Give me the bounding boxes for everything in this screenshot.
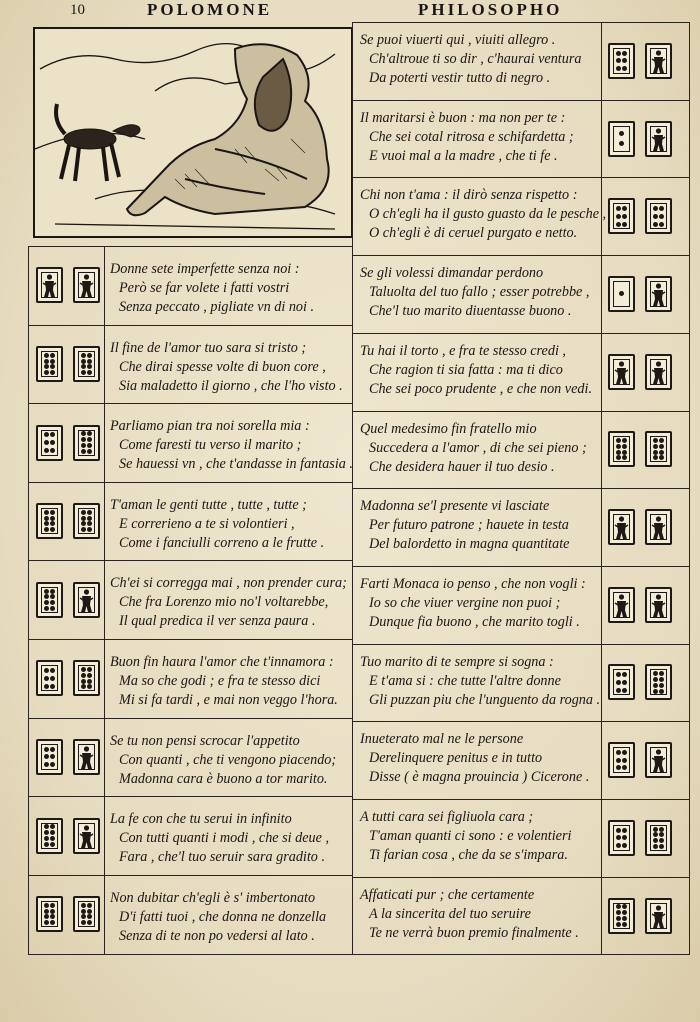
- left-verse-line: Come faresti tu verso il marito ;: [119, 437, 302, 454]
- left-top-rule: [28, 246, 352, 247]
- right-stanza: [360, 109, 574, 166]
- left-verse-line: Ch'ei si corregga mai , non prender cura;: [110, 575, 347, 592]
- right-verse-line: E vuoi mal a la madre , che ti fe .: [369, 147, 558, 164]
- right-playing-card: [645, 43, 672, 79]
- left-playing-card: [73, 503, 100, 539]
- right-playing-card: [608, 509, 635, 545]
- left-verse-line: Ma so che godi ; e fra te stesso dici: [119, 673, 321, 689]
- right-verse-line: Se puoi viuerti qui , viuiti allegro .: [360, 32, 556, 48]
- left-verse-line: Madonna cara è buono a tor marito.: [119, 770, 328, 787]
- right-row-rule: [352, 177, 690, 178]
- right-stanza: [360, 31, 581, 88]
- left-playing-card: [73, 425, 100, 461]
- right-verse-line: Tu hai il torto , e fra te stesso credi ,: [360, 342, 566, 359]
- right-playing-card: [645, 198, 672, 234]
- left-playing-card: [36, 425, 63, 461]
- right-verse-line: E t'ama si : che tutte l'altre donne: [369, 672, 561, 689]
- right-verse-line: Gli puzzan piu che l'unguento da rogna .: [369, 691, 601, 708]
- left-stanza: [110, 653, 338, 710]
- right-playing-card: [645, 898, 672, 934]
- left-verse-line: Donne sete imperfette senza noi :: [110, 261, 300, 277]
- left-playing-card: [36, 739, 63, 775]
- left-verse-line: D'i fatti tuoi , che donna ne donzella: [119, 908, 327, 925]
- left-playing-card: [36, 503, 63, 539]
- left-row-rule: [28, 482, 352, 483]
- right-verse-line: Che'l tuo marito diuentasse buono .: [369, 303, 572, 320]
- right-row-rule: [352, 877, 690, 878]
- bottom-frame-line: [28, 954, 690, 955]
- right-verse-line: Che sei cotal ritrosa e schifardetta ;: [369, 128, 574, 145]
- right-verse-line: Derelinquere penitus e in tutto: [369, 750, 543, 767]
- left-stanza: [110, 339, 343, 396]
- left-verse-line: Fara , che'l tuo seruir sara gradito .: [119, 849, 325, 866]
- right-verse-line: Da poterti vestir tutto di negro .: [369, 70, 551, 86]
- left-playing-card: [73, 896, 100, 932]
- left-verse-line: E correrieno a te si volontieri ,: [119, 515, 295, 532]
- right-playing-card: [608, 742, 635, 778]
- right-playing-card: [645, 509, 672, 545]
- right-stanza: [360, 886, 579, 943]
- right-playing-card: [608, 898, 635, 934]
- right-playing-card: [645, 587, 672, 623]
- right-playing-card: [608, 198, 635, 234]
- right-row-rule: [352, 488, 690, 489]
- right-stanza: [360, 264, 589, 321]
- right-playing-card: [645, 121, 672, 157]
- right-stanza: [360, 653, 600, 710]
- right-playing-card: [608, 587, 635, 623]
- right-verse-line: T'aman quanti ci sono : e volentieri: [369, 828, 572, 844]
- left-verse-line: Se hauessi vn , che t'andasse in fantasia .: [119, 456, 353, 473]
- right-stanza: [360, 420, 587, 477]
- left-verse-line: La fe con che tu serui in infinito: [110, 811, 292, 828]
- left-playing-card: [73, 582, 100, 618]
- running-title-right: PHILOSOPHO: [418, 0, 563, 19]
- right-playing-card: [608, 431, 635, 467]
- right-verse-line: A tutti cara sei figliuola cara ;: [360, 809, 534, 825]
- right-verse-line: Madonna se'l presente vi lasciate: [360, 498, 550, 515]
- right-verse-line: A la sincerita del tuo seruire: [369, 905, 531, 922]
- right-verse-line: Disse ( è magna prouincia ) Cicerone .: [369, 769, 590, 786]
- right-verse-line: Inueterato mal ne le persone: [360, 731, 524, 748]
- left-verse-line: Sia maladetto il giorno , che l'ho visto .: [119, 377, 343, 394]
- right-playing-card: [608, 43, 635, 79]
- right-row-rule: [352, 644, 690, 645]
- right-row-rule: [352, 255, 690, 256]
- left-playing-card: [73, 739, 100, 775]
- left-verse-line: Se tu non pensi scrocar l'appetito: [110, 732, 300, 749]
- right-verse-line: Che desidera hauer il tuo desio .: [369, 458, 555, 475]
- left-stanza: [110, 889, 326, 946]
- woodcut-illustration: [33, 27, 353, 238]
- right-stanza: [360, 730, 589, 787]
- right-playing-card: [645, 742, 672, 778]
- left-verse-line: Senza di te non po vedersi al lato .: [119, 927, 315, 944]
- running-title-left: POLOMONE: [147, 0, 273, 19]
- left-row-rule: [28, 875, 352, 876]
- right-playing-card: [608, 121, 635, 157]
- right-verse-line: Quel medesimo fin fratello mio: [360, 420, 537, 437]
- right-stanza: [360, 186, 606, 243]
- left-verse-line: Il qual predica il ver senza paura .: [119, 613, 316, 630]
- page-number: 10: [70, 2, 85, 18]
- right-verse-line: Il maritarsi è buon : ma non per te :: [360, 109, 566, 126]
- right-stanza: [360, 342, 592, 399]
- left-playing-card: [36, 896, 63, 932]
- right-row-rule: [352, 799, 690, 800]
- left-playing-card: [36, 346, 63, 382]
- right-playing-card: [608, 820, 635, 856]
- right-verse-line: Ti farian cosa , che da se s'impara.: [369, 847, 568, 863]
- left-playing-card: [36, 660, 63, 696]
- right-playing-card: [645, 664, 672, 700]
- left-playing-card: [73, 660, 100, 696]
- right-verse-line: Te ne verrà buon premio finalmente .: [369, 924, 579, 941]
- left-verse-line: Che fra Lorenzo mio no'l voltarebbe,: [119, 594, 329, 611]
- left-stanza: [110, 574, 347, 631]
- left-verse-line: Con tutti quanti i modi , che si deue ,: [119, 830, 330, 847]
- right-verse-line: Tuo marito di te sempre si sogna :: [360, 653, 554, 670]
- right-playing-card: [608, 664, 635, 700]
- left-row-rule: [28, 639, 352, 640]
- left-row-rule: [28, 560, 352, 561]
- left-playing-card: [73, 346, 100, 382]
- right-playing-card: [645, 354, 672, 390]
- right-stanza: [360, 808, 571, 865]
- left-stanza: [110, 260, 314, 317]
- left-row-rule: [28, 403, 352, 404]
- right-verse-line: Io so che viuer vergine non puoi ;: [369, 594, 561, 611]
- right-verse-line: Per futuro patrone ; hauete in testa: [369, 517, 569, 534]
- left-card-column-line: [104, 246, 105, 954]
- left-playing-card: [36, 267, 63, 303]
- right-verse-line: Farti Monaca io penso , che non vogli :: [360, 575, 586, 592]
- left-verse-line: Senza peccato , pigliate vn di noi .: [119, 299, 315, 315]
- left-verse-line: Con quanti , che ti vengono piacendo;: [119, 751, 337, 768]
- left-verse-line: Non dubitar ch'egli è s' imbertonato: [110, 889, 316, 906]
- right-verse-line: Che ragion ti sia fatta : ma ti dico: [369, 361, 563, 378]
- left-verse-line: Buon fin haura l'amor che t'innamora :: [110, 654, 334, 670]
- right-row-rule: [352, 566, 690, 567]
- left-playing-card: [73, 818, 100, 854]
- right-verse-line: Affaticati pur ; che certamente: [360, 886, 535, 903]
- right-stanza: [360, 575, 586, 632]
- right-verse-line: Dunque fia buono , che marito togli .: [369, 613, 580, 630]
- left-verse-line: Come i fanciulli correno a le frutte .: [119, 534, 325, 551]
- right-playing-card: [645, 820, 672, 856]
- left-row-rule: [28, 325, 352, 326]
- left-row-rule: [28, 718, 352, 719]
- right-row-rule: [352, 333, 690, 334]
- right-verse-line: Se gli volessi dimandar perdono: [360, 265, 544, 282]
- left-verse-line: Il fine de l'amor tuo sara si tristo ;: [110, 339, 307, 356]
- left-playing-card: [36, 582, 63, 618]
- left-playing-card: [36, 818, 63, 854]
- right-verse-line: Che sei poco prudente , e che non vedi.: [369, 380, 592, 397]
- right-playing-card: [645, 276, 672, 312]
- left-stanza: [110, 496, 324, 553]
- right-verse-line: Succedera a l'amor , di che sei pieno ;: [369, 439, 587, 456]
- right-row-rule: [352, 100, 690, 101]
- right-verse-line: Chi non t'ama : il dirò senza rispetto :: [360, 187, 578, 204]
- right-verse-line: O ch'egli ha il gusto guasto da le pesche ,: [369, 206, 607, 223]
- left-verse-line: Però se far volete i fatti vostri: [119, 280, 290, 296]
- right-row-rule: [352, 721, 690, 722]
- left-stanza: [110, 810, 329, 867]
- right-row-rule: [352, 411, 690, 412]
- left-verse-line: Che dirai spesse volte di buon core ,: [119, 358, 326, 375]
- right-playing-card: [608, 276, 635, 312]
- left-verse-line: T'aman le genti tutte , tutte , tutte ;: [110, 496, 307, 513]
- left-verse-line: Mi si fa tardi , e mai non veggo l'hora.: [119, 692, 338, 708]
- right-playing-card: [645, 431, 672, 467]
- top-frame-line: [352, 22, 690, 23]
- left-row-rule: [28, 796, 352, 797]
- right-verse-line: Taluolta del tuo fallo ; esser potrebbe ,: [369, 284, 590, 301]
- right-verse-line: O ch'egli è di ceruel purgato e netto.: [369, 225, 578, 242]
- left-stanza: [110, 417, 353, 474]
- right-stanza: [360, 497, 569, 554]
- left-verse-line: Parliamo pian tra noi sorella mia :: [110, 418, 310, 435]
- left-stanza: [110, 732, 336, 789]
- right-verse-line: Del balordetto in magna quantitate: [369, 536, 570, 553]
- left-frame-line: [28, 246, 29, 954]
- right-verse-line: Ch'altroue ti so dir , c'haurai ventura: [369, 51, 582, 67]
- right-playing-card: [608, 354, 635, 390]
- left-playing-card: [73, 267, 100, 303]
